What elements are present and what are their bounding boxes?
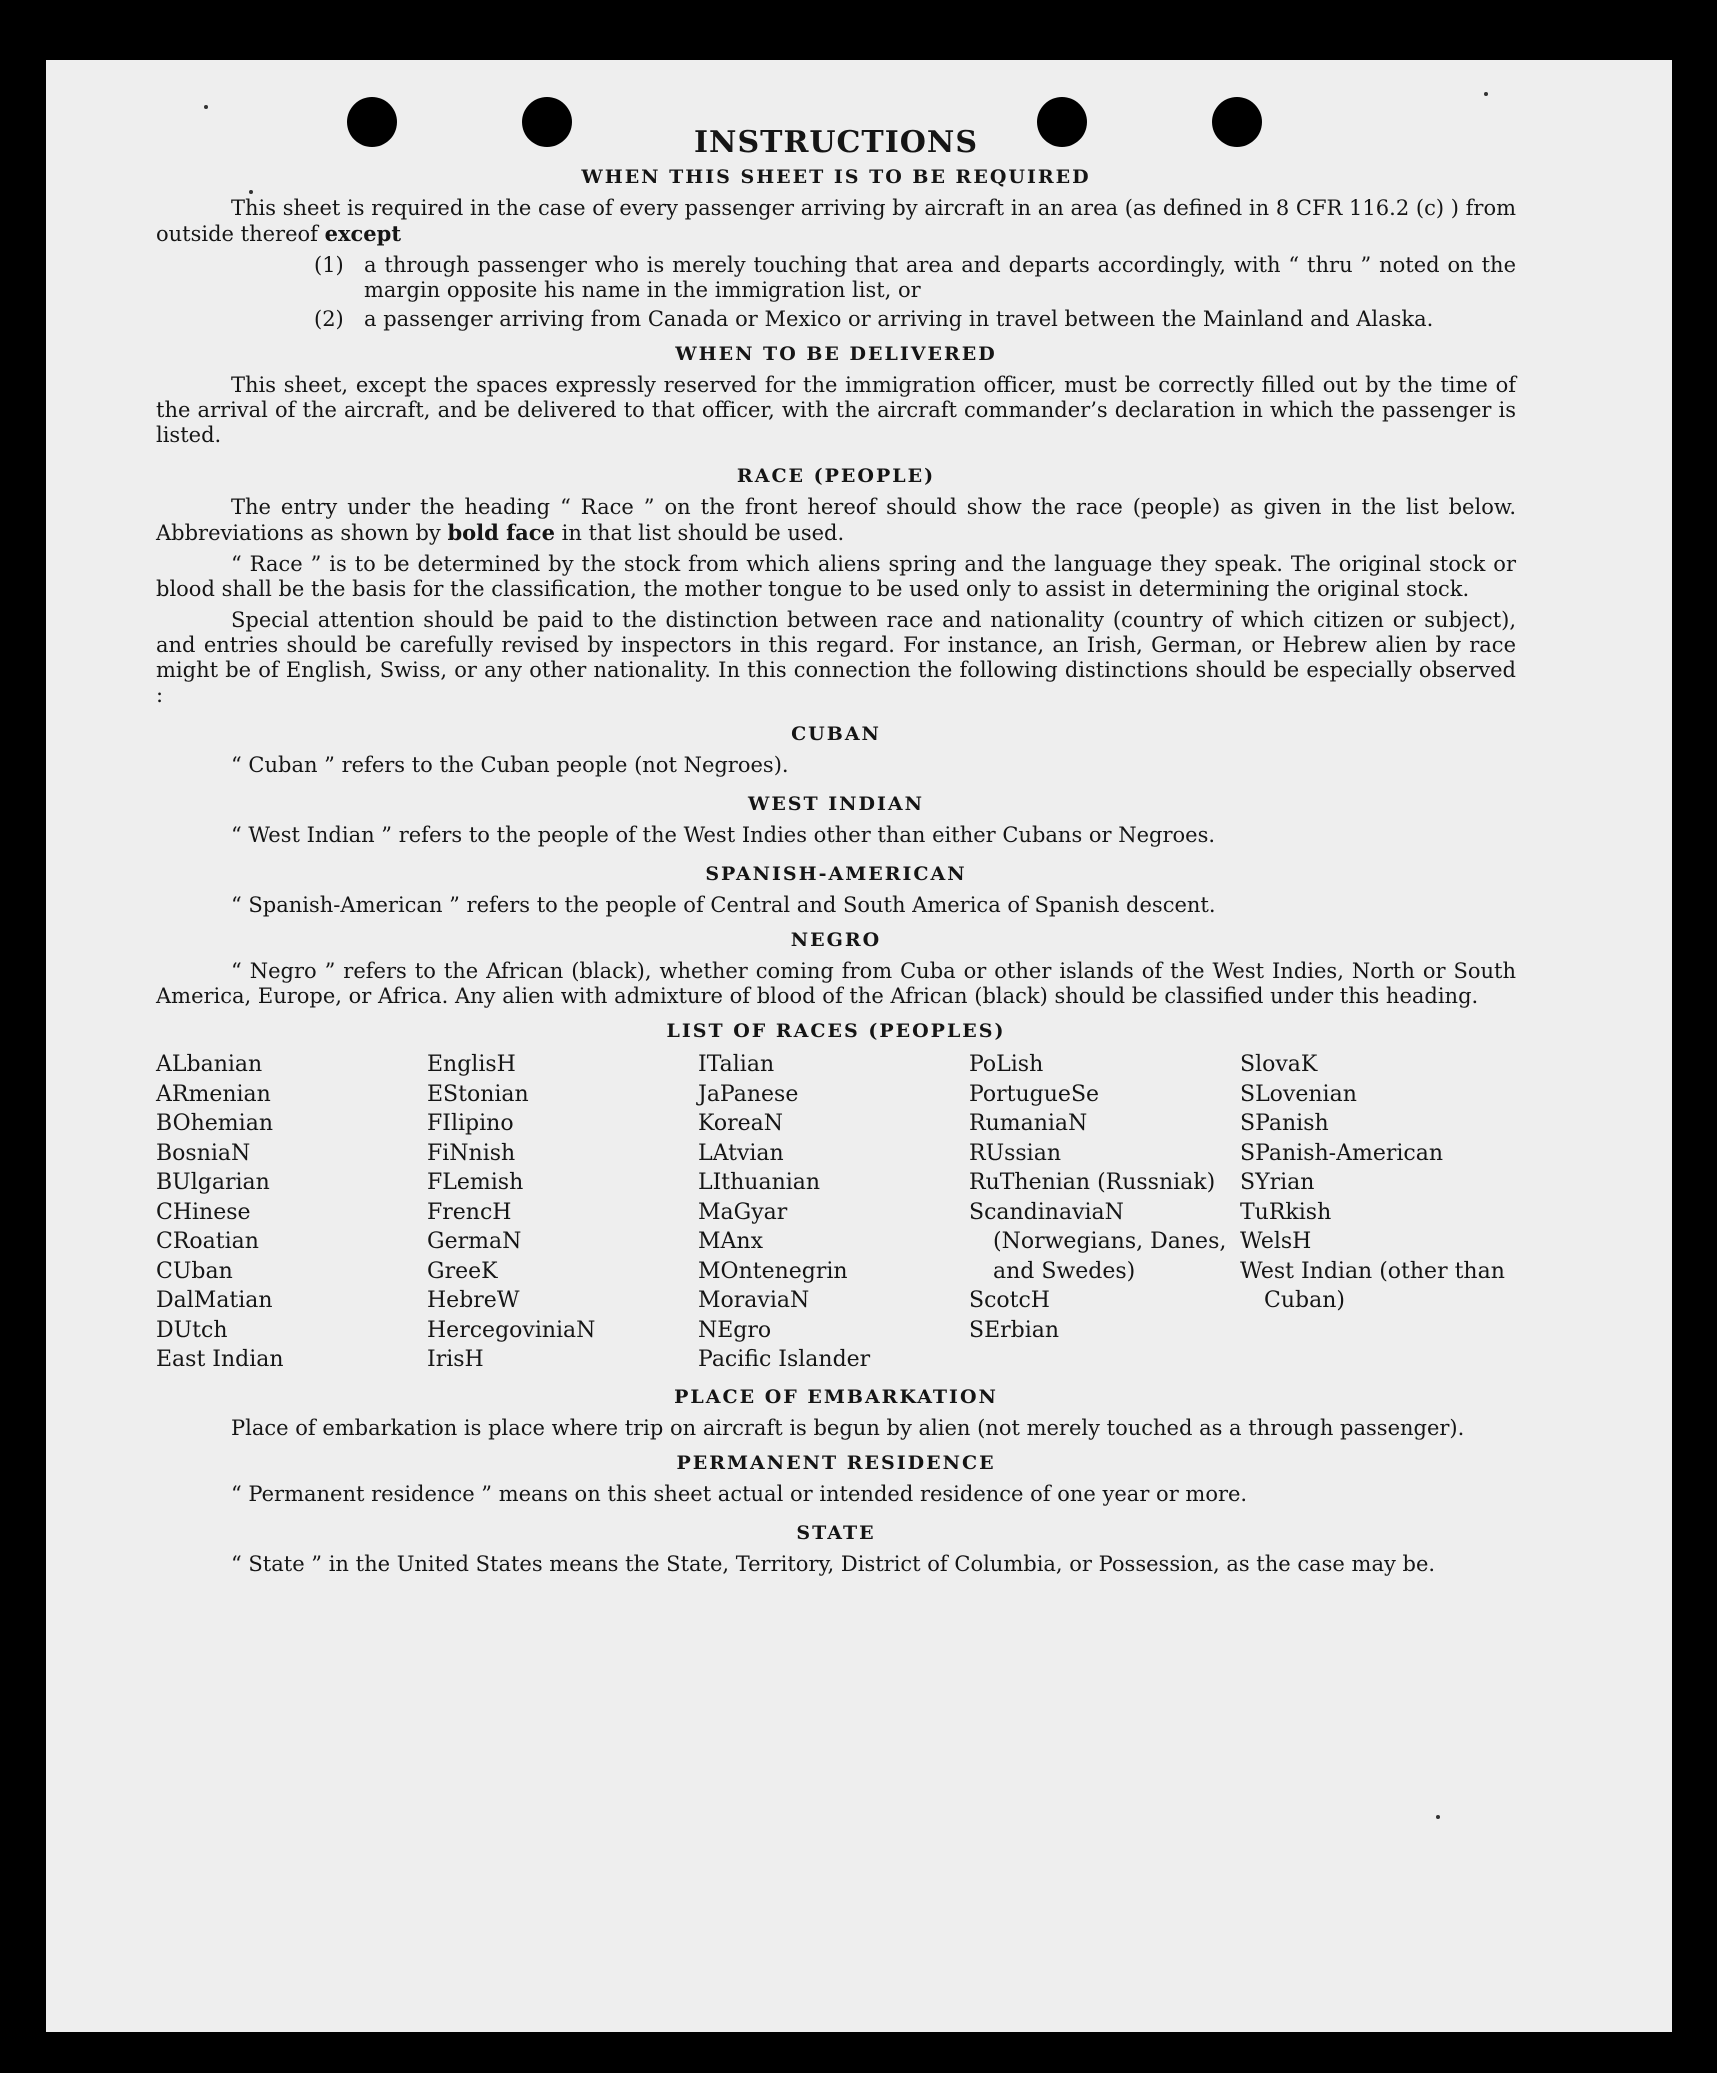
race-entry: MaGyar: [698, 1199, 788, 1225]
speck: [1484, 92, 1488, 96]
section-heading-negro: NEGRO: [790, 929, 882, 951]
race-entry: EnglisH: [427, 1052, 516, 1077]
when-delivered-text: This sheet, except the spaces expressly reserved for the immigration officer, must be correctly filled out by the time of the arrival of the aircraft, and be delivered to that officer, with the aircraft commander’s declaration in which the passenger is listed.: [156, 373, 1516, 447]
race-entry: West Indian (other than Cuban): [1240, 1258, 1505, 1313]
race-entry: LAtvian: [698, 1140, 784, 1166]
page-title: INSTRUCTIONS: [694, 125, 978, 160]
race-entry: IrisH: [427, 1347, 484, 1372]
embarkation-text: Place of embarkation is place where trip on aircraft is begun by alien (not merely touched as a through passenger).: [231, 1415, 1465, 1440]
race-entry: SPanish: [1240, 1111, 1329, 1136]
exception-item-1: (1) a through passenger who is merely touching that area and departs accordingly, with “ thru ” noted on the margin opposite his name in the immigration list, or: [314, 253, 1516, 302]
race-entry: FiNnish: [427, 1140, 516, 1166]
race-entry: BUlgarian: [156, 1170, 270, 1195]
race-entry: MoraviaN: [698, 1288, 810, 1313]
race-entry: RumaniaN: [969, 1111, 1088, 1136]
race-entry: DalMatian: [156, 1288, 273, 1313]
race-entry: CUban: [156, 1258, 233, 1284]
race-entry: DUtch: [156, 1317, 228, 1343]
speck: [204, 105, 208, 109]
state-text: “ State ” in the United States means the State, Territory, District of Columbia, or Possession, as the case may be.: [231, 1551, 1436, 1576]
race-entry: East Indian: [156, 1347, 284, 1372]
except-bold: except: [324, 221, 402, 246]
race-entry: SLovenian: [1240, 1081, 1357, 1107]
race-entry: BosniaN: [156, 1140, 251, 1166]
race-entry: LIthuanian: [698, 1170, 821, 1195]
race-entry: TuRkish: [1240, 1199, 1332, 1225]
section-heading-cuban: CUBAN: [791, 723, 881, 745]
race-entry: EStonian: [427, 1081, 529, 1107]
race-entry: BOhemian: [156, 1111, 273, 1136]
section-heading-embarkation: PLACE OF EMBARKATION: [674, 1385, 998, 1408]
permanent-residence-text: “ Permanent residence ” means on this sheet actual or intended residence of one year or more.: [231, 1481, 1248, 1506]
races-column: [698, 1050, 969, 1375]
race-entry: ITalian: [698, 1052, 775, 1077]
race-entry: FrencH: [427, 1199, 512, 1225]
race-entry: MOntenegrin: [698, 1258, 848, 1284]
race-entry: RUssian: [969, 1140, 1062, 1166]
race-entry: PortugueSe: [969, 1081, 1100, 1107]
race-entry: HercegoviniaN: [427, 1317, 596, 1343]
race-entry: GermaN: [427, 1229, 522, 1254]
race-entry: ScotcH: [969, 1288, 1050, 1313]
section-heading-permanent-residence: PERMANENT RESIDENCE: [676, 1451, 996, 1474]
section-heading-race: RACE (PEOPLE): [736, 465, 936, 487]
exception-item-2: (2) a passenger arriving from Canada or Mexico or arriving in travel between the Mainland and Alaska.: [314, 307, 1434, 331]
races-column: [156, 1050, 427, 1375]
section-heading-west-indian: WEST INDIAN: [747, 793, 925, 815]
race-entry: MAnx: [698, 1229, 763, 1254]
races-column: [427, 1050, 698, 1375]
negro-text: “ Negro ” refers to the African (black), whether coming from Cuba or other islands of the West Indies, North or South America, Europe, or Africa. Any alien with admixture of blood of the African (black) should be classified under this heading.: [156, 959, 1516, 1008]
race-entry: Pacific Islander: [698, 1347, 871, 1372]
race-entry: SYrian: [1240, 1170, 1315, 1195]
race-paragraph-1: The entry under the heading “ Race ” on the front hereof should show the race (people) as given in the list below. Abbreviations as shown by bold face in that list should be used.: [156, 495, 1516, 545]
race-entry: ALbanian: [156, 1052, 263, 1077]
race-entry: CHinese: [156, 1199, 251, 1225]
instructions-content: [156, 125, 1516, 1583]
race-entry: PoLish: [969, 1052, 1044, 1077]
race-entry: NEgro: [698, 1317, 772, 1343]
race-paragraph-2: “ Race ” is to be determined by the stock from which aliens spring and the language they speak. The original stock or blood shall be the basis for the classification, the mother tongue to be used only to assist in determining the original stock.: [156, 552, 1516, 601]
race-entry: WelsH: [1240, 1229, 1312, 1254]
section-heading-when-required: WHEN THIS SHEET IS TO BE REQUIRED: [581, 166, 1091, 188]
race-entry: ARmenian: [156, 1081, 271, 1107]
speck: [1436, 1815, 1440, 1819]
west-indian-text: “ West Indian ” refers to the people of the West Indies other than either Cubans or Negroes.: [231, 823, 1216, 847]
races-column: [1240, 1050, 1510, 1375]
race-entry: GreeK: [427, 1258, 498, 1284]
race-entry: ScandinaviaN (Norwegians, Danes, and Swedes): [969, 1199, 1227, 1284]
section-heading-spanish-american: SPANISH-AMERICAN: [705, 863, 967, 885]
race-entry: RuThenian (Russniak): [969, 1170, 1216, 1195]
race-entry: KoreaN: [698, 1111, 783, 1136]
race-entry: FLemish: [427, 1170, 524, 1195]
race-entry: JaPanese: [698, 1081, 799, 1107]
race-entry: SlovaK: [1240, 1052, 1318, 1077]
race-entry: SErbian: [969, 1317, 1060, 1343]
race-paragraph-3: Special attention should be paid to the distinction between race and nationality (country of which citizen or subject), and entries should be carefully revised by inspectors in this regard. For instance, an Irish, German, or Hebrew alien by race might be of English, Swiss, or any other nationality. In this connection the following distinctions should be especially observed :: [156, 608, 1516, 707]
section-heading-state: STATE: [796, 1521, 876, 1544]
spanish-american-text: “ Spanish-American ” refers to the people of Central and South America of Spanish descent.: [231, 893, 1216, 917]
section-heading-when-delivered: WHEN TO BE DELIVERED: [675, 343, 997, 365]
races-list: [156, 1050, 1516, 1375]
race-entry: HebreW: [427, 1288, 520, 1313]
document-page: [46, 60, 1672, 2032]
races-column: [969, 1050, 1240, 1375]
list-of-races-heading: LIST OF RACES (PEOPLES): [666, 1020, 1006, 1042]
race-entry: SPanish-American: [1240, 1140, 1444, 1166]
race-entry: CRoatian: [156, 1229, 259, 1254]
cuban-text: “ Cuban ” refers to the Cuban people (not Negroes).: [231, 753, 789, 777]
race-entry: FIlipino: [427, 1111, 514, 1136]
when-required-intro: This sheet is required in the case of every passenger arriving by aircraft in an area (as defined in 8 CFR 116.2 (c) ) from outside thereof except: [156, 196, 1516, 246]
